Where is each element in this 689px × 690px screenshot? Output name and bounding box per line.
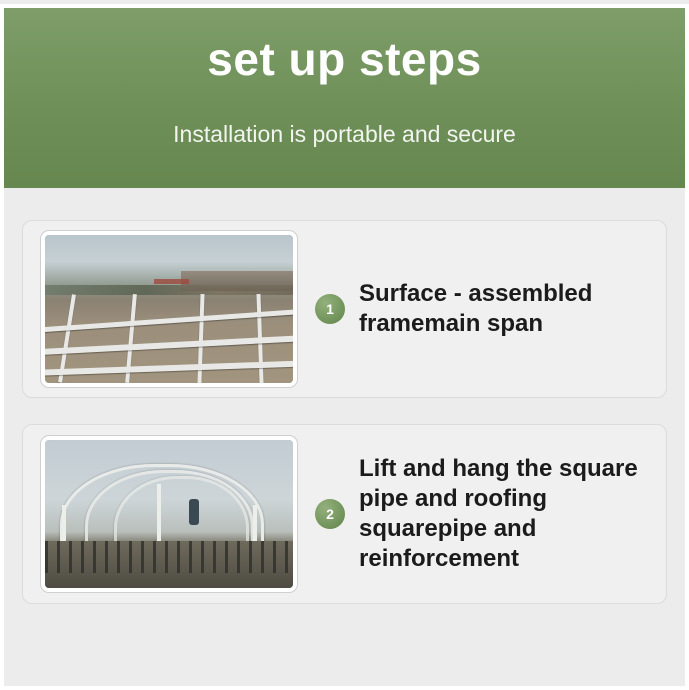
step-card xyxy=(22,424,667,604)
step-image-1 xyxy=(41,231,297,387)
header-banner xyxy=(4,4,685,188)
assembled-base-frame-photo xyxy=(45,235,293,383)
step-card xyxy=(22,220,667,398)
step-description: Lift and hang the square pipe and roofing squarepipe and reinforcement xyxy=(359,455,638,572)
step-number-badge: 1 xyxy=(315,294,345,324)
steps-list xyxy=(0,188,689,640)
step-description: Surface - assembled framemain span xyxy=(359,280,593,337)
page-subtitle: Installation is portable and secure xyxy=(173,120,516,147)
raised-arch-frame-photo xyxy=(45,440,293,588)
page-title: set up steps xyxy=(207,33,482,85)
infographic-page xyxy=(0,4,689,690)
step-image-2 xyxy=(41,436,297,592)
step-number-badge: 2 xyxy=(315,499,345,529)
